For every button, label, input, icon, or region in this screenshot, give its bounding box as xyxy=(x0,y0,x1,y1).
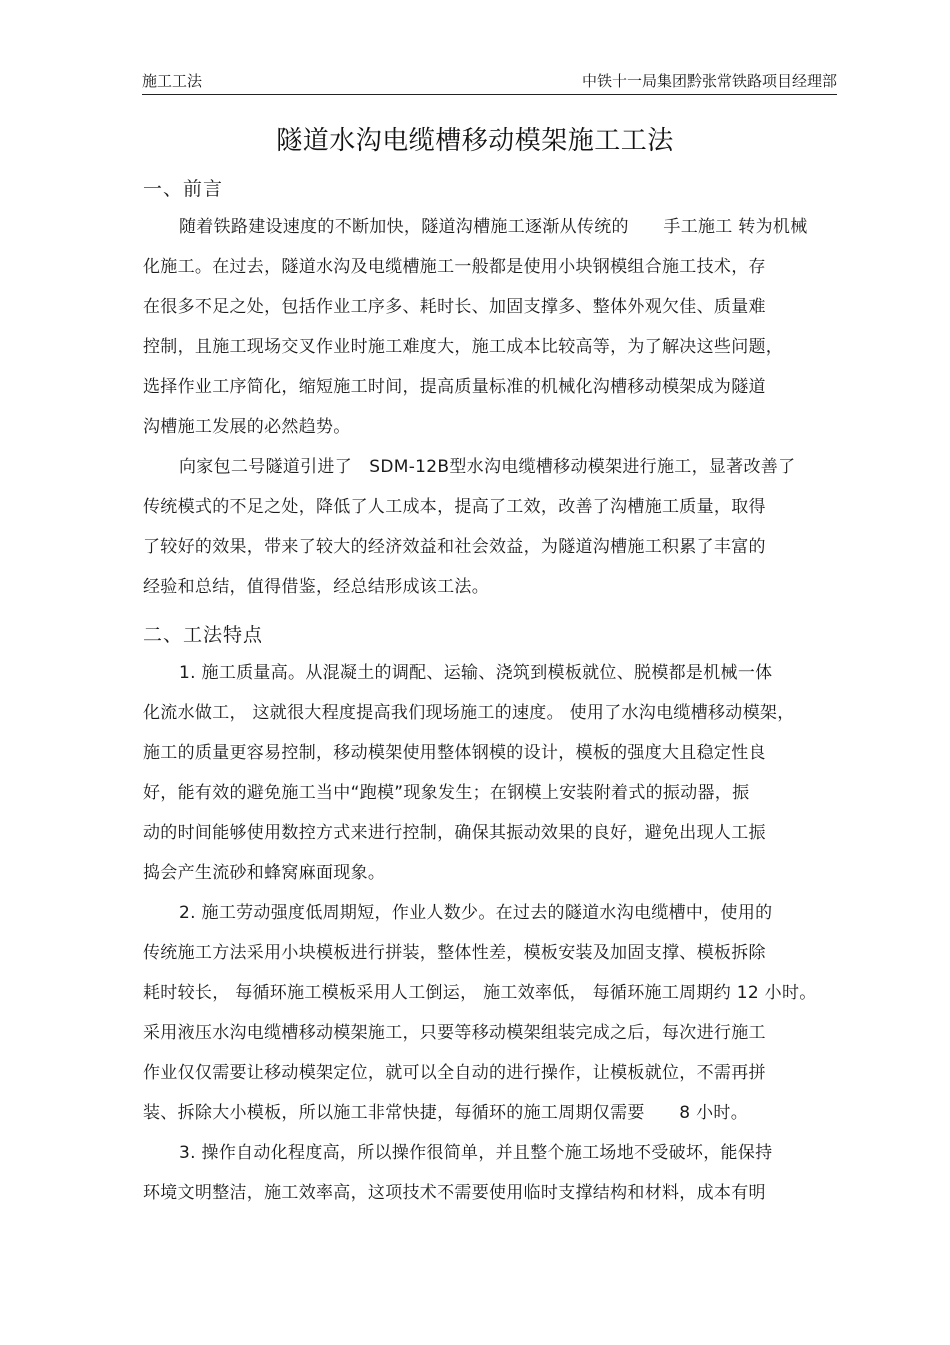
paragraph-line: 沟槽施工发展的必然趋势。 xyxy=(143,417,351,437)
paragraph-line: 作业仅仅需要让移动模架定位，就可以全自动的进行操作，让模板就位，不需再拼 xyxy=(143,1063,766,1083)
paragraph-line: 向家包二号隧道引进了 SDM-12B型水沟电缆槽移动模架进行施工，显著改善了 xyxy=(179,457,796,477)
section-heading-preface: 一、前言 xyxy=(143,178,224,200)
section-heading-features: 二、工法特点 xyxy=(143,624,264,646)
paragraph-line: 传统模式的不足之处，降低了人工成本，提高了工效，改善了沟槽施工质量，取得 xyxy=(143,497,766,517)
page-header xyxy=(142,70,837,95)
paragraph-line: 捣会产生流砂和蜂窝麻面现象。 xyxy=(143,863,386,883)
document-title: 隧道水沟电缆槽移动模架施工工法 xyxy=(276,126,674,156)
paragraph-line: 随着铁路建设速度的不断加快，隧道沟槽施工逐渐从传统的 手工施工 转为机械 xyxy=(179,217,808,237)
paragraph-line: 经验和总结，值得借鉴，经总结形成该工法。 xyxy=(143,577,489,597)
paragraph-line: 2. 施工劳动强度低周期短，作业人数少。在过去的隧道水沟电缆槽中，使用的 xyxy=(179,903,773,923)
paragraph-line: 耗时较长， 每循环施工模板采用人工倒运， 施工效率低， 每循环施工周期约 12 小时。 xyxy=(143,983,817,1003)
paragraph-line: 化施工。在过去，隧道水沟及电缆槽施工一般都是使用小块钢模组合施工技术，存 xyxy=(143,257,766,277)
paragraph-line: 环境文明整洁，施工效率高，这项技术不需要使用临时支撑结构和材料，成本有明 xyxy=(143,1183,766,1203)
paragraph-line: 动的时间能够使用数控方式来进行控制，确保其振动效果的良好，避免出现人工振 xyxy=(143,823,766,843)
paragraph-line: 1. 施工质量高。从混凝土的调配、运输、浇筑到模板就位、脱模都是机械一体 xyxy=(179,663,773,683)
paragraph-line: 传统施工方法采用小块模板进行拼装，整体性差，模板安装及加固支撑、模板拆除 xyxy=(143,943,766,963)
header-right-text: 中铁十一局集团黔张常铁路项目经理部 xyxy=(581,72,837,90)
paragraph-line: 装、拆除大小模板，所以施工非常快捷，每循环的施工周期仅需要 8 小时。 xyxy=(143,1103,749,1123)
paragraph-line: 选择作业工序简化，缩短施工时间，提高质量标准的机械化沟槽移动模架成为隧道 xyxy=(143,377,766,397)
paragraph-line: 施工的质量更容易控制，移动模架使用整体钢模的设计，模板的强度大且稳定性良 xyxy=(143,743,766,763)
paragraph-line: 3. 操作自动化程度高，所以操作很简单，并且整个施工场地不受破坏，能保持 xyxy=(179,1143,773,1163)
paragraph-line: 化流水做工， 这就很大程度提高我们现场施工的速度。 使用了水沟电缆槽移动模架， xyxy=(143,703,795,723)
paragraph-line: 采用液压水沟电缆槽移动模架施工，只要等移动模架组装完成之后，每次进行施工 xyxy=(143,1023,766,1043)
paragraph-line: 控制，且施工现场交叉作业时施工难度大，施工成本比较高等，为了解决这些问题， xyxy=(143,337,784,357)
paragraph-line: 在很多不足之处，包括作业工序多、耗时长、加固支撑多、整体外观欠佳、质量难 xyxy=(143,297,766,317)
header-left-text: 施工工法 xyxy=(142,72,203,90)
paragraph-line: 了较好的效果，带来了较大的经济效益和社会效益，为隧道沟槽施工积累了丰富的 xyxy=(143,537,766,557)
paragraph-line: 好，能有效的避免施工当中“跑模”现象发生；在钢模上安装附着式的振动器，振 xyxy=(143,783,750,803)
